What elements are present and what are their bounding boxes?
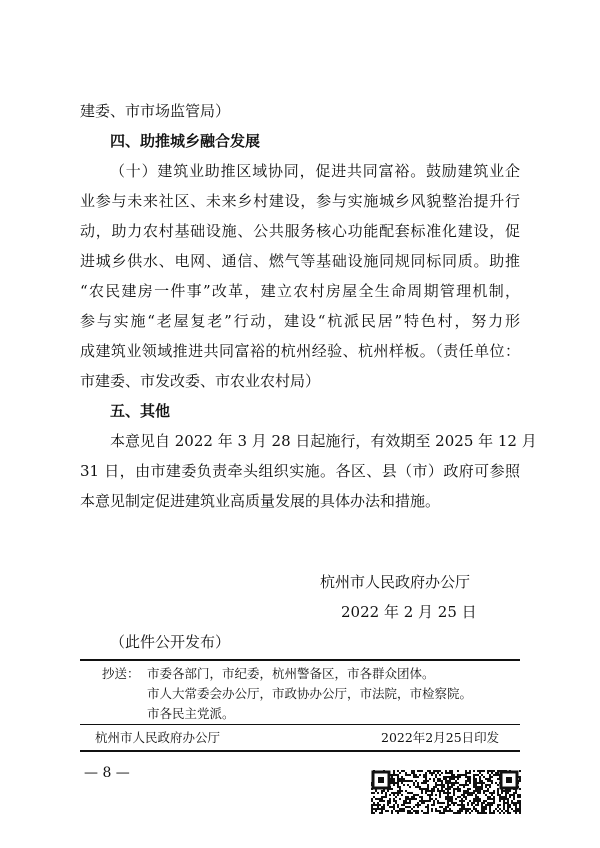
- section-heading: 四、助推城乡融合发展: [110, 132, 261, 150]
- body-line: 本意见制定促进建筑业高质量发展的具体办法和措施。: [80, 492, 441, 510]
- body-line: “农民建房一件事”改革，建立农村房屋全生命周期管理机制，: [80, 282, 520, 300]
- distribution-line: 市各民主党派。: [147, 706, 235, 721]
- publish-note: （此件公开发布）: [110, 633, 231, 651]
- signature-org: 杭州市人民政府办公厅: [320, 573, 471, 591]
- body-line: 进城乡供水、电网、通信、燃气等基础设施同规同标同质。助推: [80, 252, 520, 270]
- divider-bottom: [80, 750, 520, 752]
- body-line: 31 日，由市建委负责牵头组织实施。各区、县（市）政府可参照: [80, 462, 520, 480]
- page-number: — 8 —: [84, 765, 130, 781]
- divider-middle: [80, 724, 520, 725]
- body-line: 动，助力农村基础设施、公共服务核心功能配套标准化建设，促: [80, 222, 520, 240]
- body-line: 业参与未来社区、未来乡村建设，参与实施城乡风貌整治提升行: [80, 192, 520, 210]
- distribution-label: 抄送：: [102, 666, 140, 681]
- footer-date: 2022年2月25日印发: [381, 730, 500, 745]
- footer-issuer: 杭州市人民政府办公厅: [95, 730, 221, 745]
- body-line: 本意见自 2022 年 3 月 28 日起施行，有效期至 2025 年 12 月: [110, 432, 537, 450]
- body-line: 建委、市市场监管局）: [80, 102, 231, 120]
- body-line: 成建筑业领域推进共同富裕的杭州经验、杭州样板。（责任单位：: [80, 342, 520, 360]
- qr-code-icon: [371, 770, 521, 814]
- signature-date: 2022 年 2 月 25 日: [341, 603, 477, 621]
- body-line: 市建委、市发改委、市农业农村局）: [80, 372, 321, 390]
- body-line: 参与实施“老屋复老”行动，建设“杭派民居”特色村，努力形: [80, 312, 520, 330]
- section-heading: 五、其他: [110, 402, 171, 420]
- distribution-line: 市人大常委会办公厅，市政协办公厅，市法院，市检察院。: [147, 686, 473, 701]
- distribution-line: 市委各部门，市纪委，杭州警备区，市各群众团体。: [147, 666, 435, 681]
- body-line: （十）建筑业助推区域协同，促进共同富裕。鼓励建筑业企: [110, 162, 520, 180]
- divider-top: [80, 659, 520, 661]
